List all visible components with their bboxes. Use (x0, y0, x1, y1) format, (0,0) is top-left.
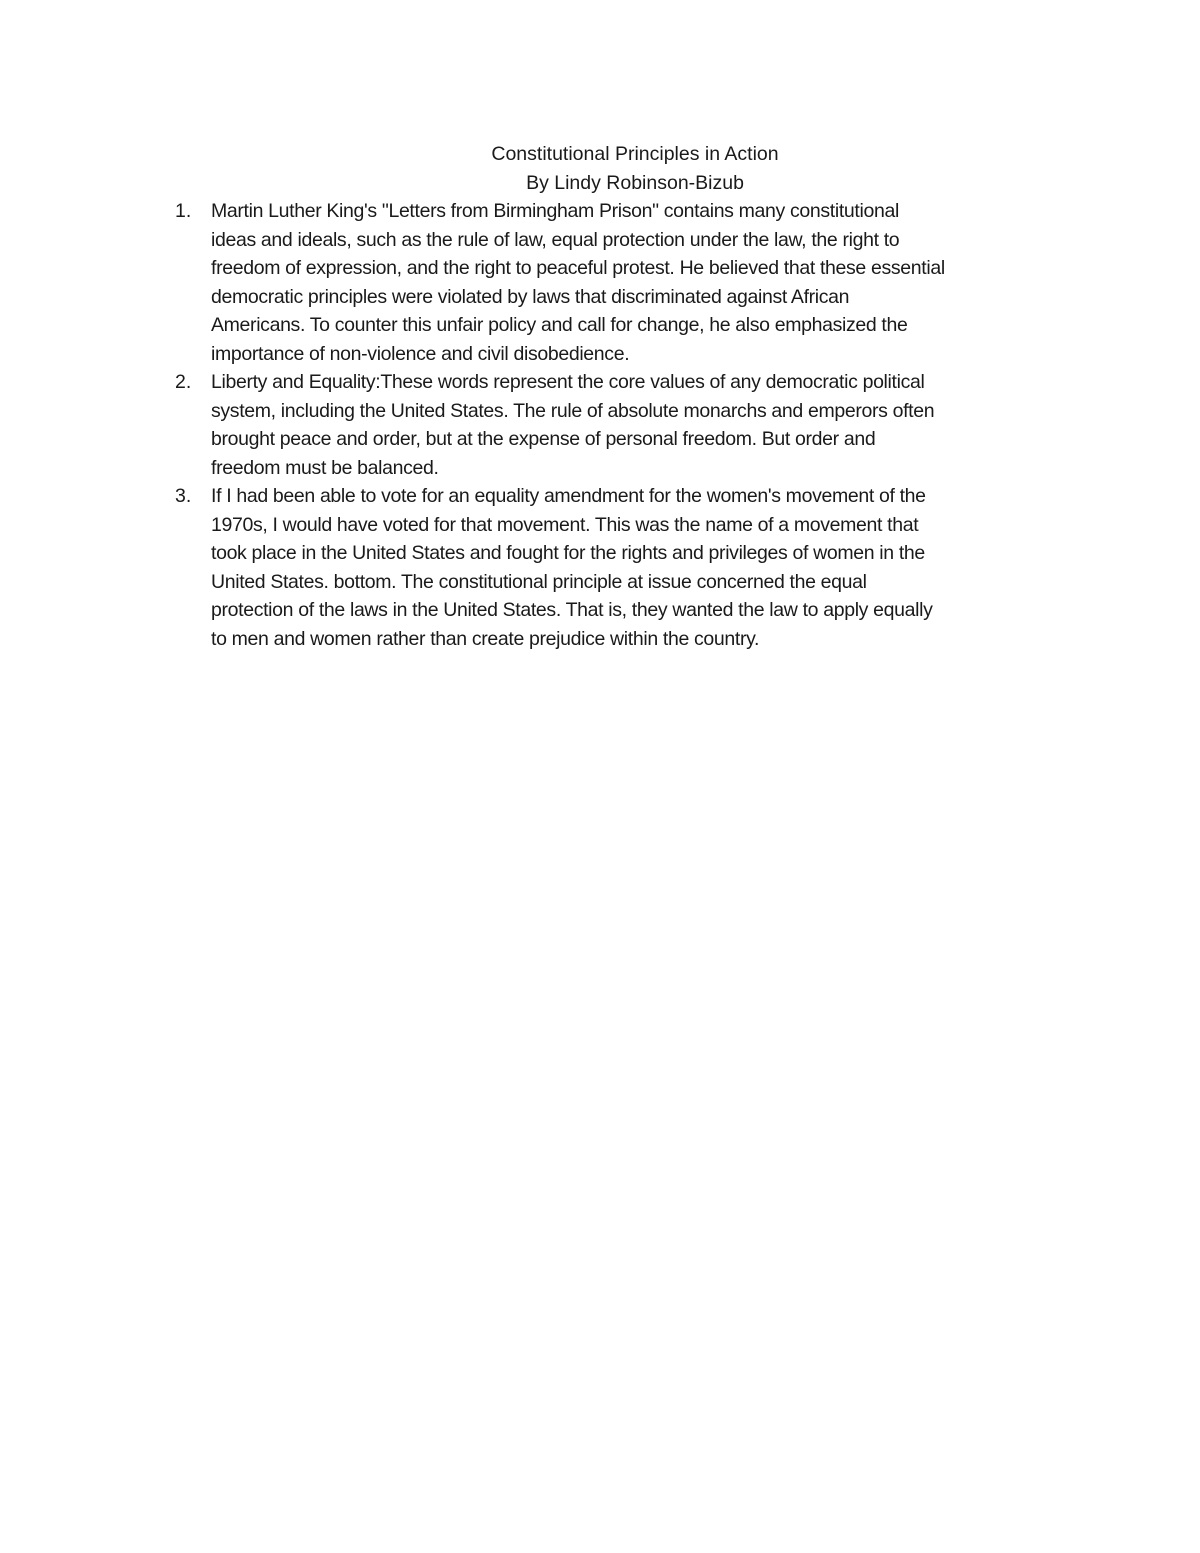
list-item-text-line: system, including the United States. The rule of absolute monarchs and emperors often (211, 399, 935, 422)
list-item-text-line: protection of the laws in the United States. That is, they wanted the law to apply equally (211, 599, 933, 621)
list-item-number: 3. (175, 485, 192, 507)
document-page (0, 140, 1200, 653)
list-item-number: 2. (175, 371, 192, 393)
list-item-text-line: importance of non-violence and civil disobedience. (211, 342, 630, 365)
list-item-text-line: freedom must be balanced. (211, 456, 439, 479)
list-item-text-line: brought peace and order, but at the expense of personal freedom. But order and (211, 428, 876, 450)
list-item-text-line: took place in the United States and fought for the rights and privileges of women in the (211, 542, 925, 564)
document-title: Constitutional Principles in Action (491, 143, 779, 165)
list-item-text-line: If I had been able to vote for an equality amendment for the women's movement of the (211, 485, 926, 507)
list-item (0, 368, 1200, 482)
list-item-text-line: Martin Luther King's "Letters from Birmingham Prison" contains many constitutional (211, 200, 899, 222)
list-item-text-line: 1970s, I would have voted for that movement. This was the name of a movement that (211, 513, 919, 536)
list-item-number: 1. (175, 200, 192, 222)
list-item-text-line: democratic principles were violated by laws that discriminated against African (211, 285, 850, 308)
list-item (0, 197, 1200, 368)
list-item-text-line: ideas and ideals, such as the rule of law, equal protection under the law, the right to (211, 228, 900, 251)
list-item-text-line: Americans. To counter this unfair policy and call for change, he also emphasized the (211, 314, 908, 336)
list-item-text-line: United States. bottom. The constitutional principle at issue concerned the equal (211, 570, 867, 593)
numbered-list (0, 197, 1200, 653)
list-item-text-line: to men and women rather than create prejudice within the country. (211, 627, 760, 650)
list-item-text-line: Liberty and Equality:These words represent the core values of any democratic political (211, 371, 925, 393)
list-item-text-line: freedom of expression, and the right to peaceful protest. He believed that these essential (211, 257, 945, 279)
document-author: By Lindy Robinson-Bizub (526, 171, 744, 194)
list-item (0, 482, 1200, 653)
